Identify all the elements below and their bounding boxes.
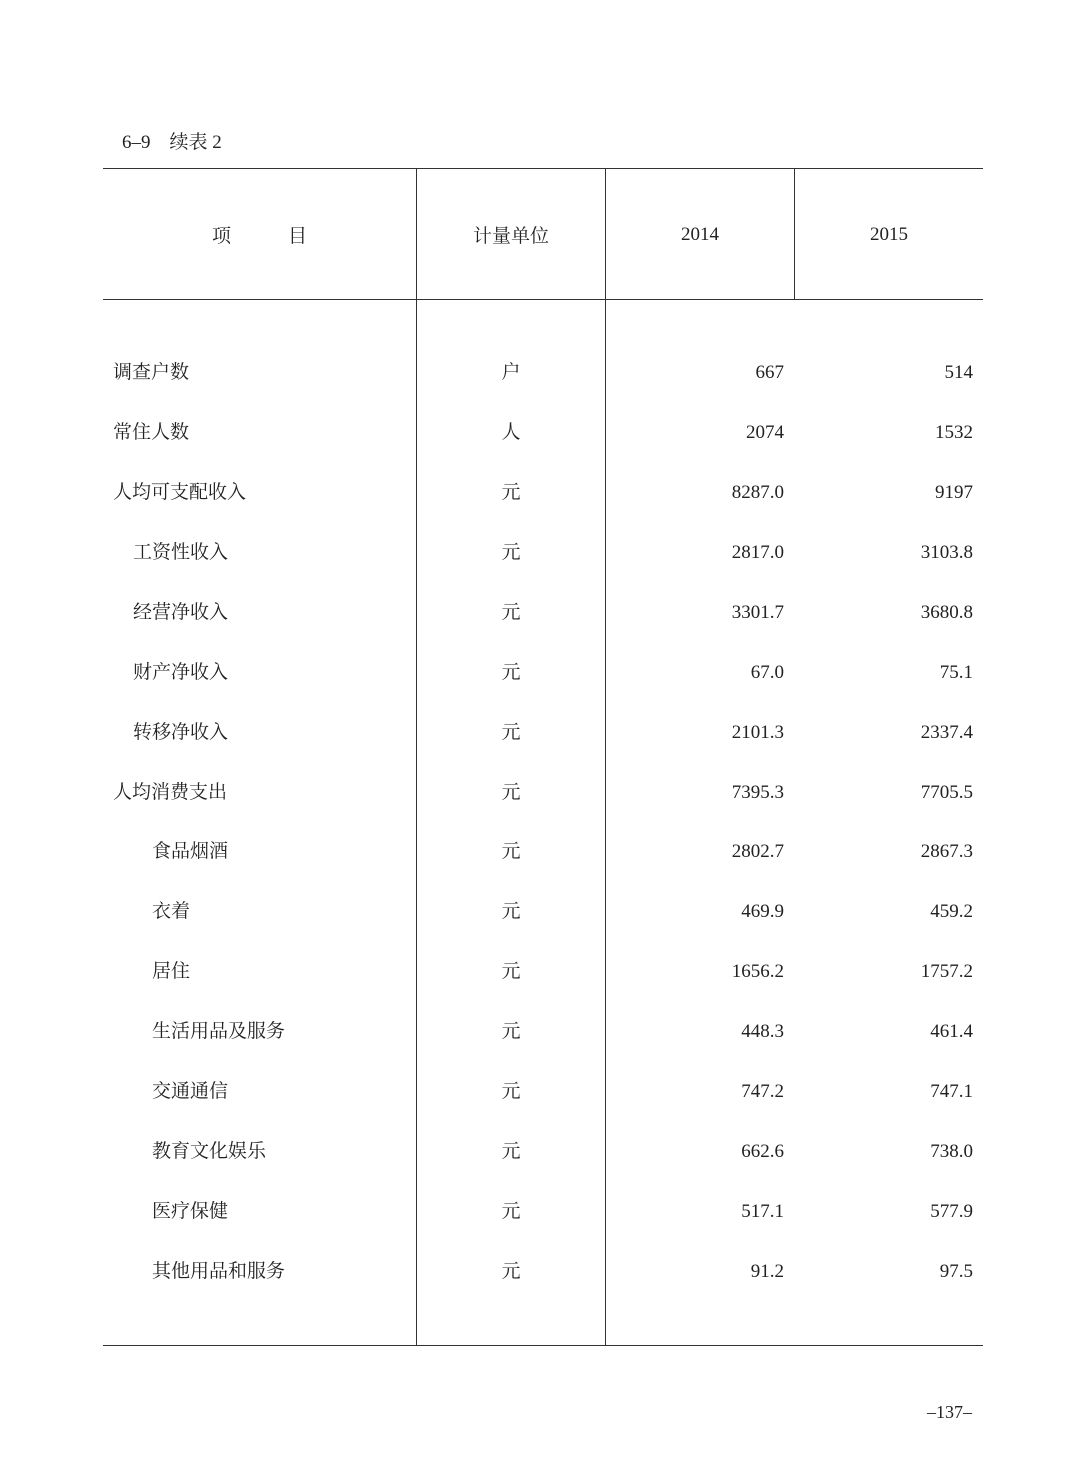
table-row [0,773,1074,813]
row-label: 人均可支配收入 [113,481,247,503]
row-value-2015: 738.0 [930,1141,973,1163]
row-unit: 元 [501,721,521,743]
table-row [0,1012,1074,1052]
row-unit: 人 [501,421,521,443]
row-value-2014: 3301.7 [731,601,784,623]
row-label: 食品烟酒 [152,841,229,863]
table-row [0,892,1074,932]
header-unit [417,170,605,299]
row-label: 教育文化娱乐 [152,1141,267,1163]
row-unit: 元 [501,781,521,803]
row-unit: 元 [501,481,521,503]
row-unit: 元 [501,1141,521,1163]
table-row [0,832,1074,872]
row-label: 工资性收入 [133,541,229,563]
table-row [0,1132,1074,1172]
row-unit: 元 [501,961,521,983]
row-value-2015: 461.4 [930,1021,973,1043]
table-caption: 6–9 续表 2 [122,132,222,153]
row-label: 转移净收入 [133,721,229,743]
row-value-2015: 97.5 [939,1260,973,1282]
table-row [0,473,1074,513]
table-row [0,1192,1074,1232]
header-year-2014 [606,170,794,299]
row-value-2014: 2101.3 [731,721,784,743]
table-row [0,413,1074,453]
table-row [0,533,1074,573]
row-value-2015: 75.1 [939,661,973,683]
row-value-2014: 7395.3 [731,781,784,803]
table-row [0,713,1074,753]
table-row [0,653,1074,693]
row-value-2014: 448.3 [741,1021,784,1043]
row-value-2015: 514 [944,362,973,383]
header-year-2015-label: 2015 [870,223,908,245]
row-value-2015: 3103.8 [920,541,973,563]
row-label: 常住人数 [113,421,190,443]
row-unit: 元 [501,541,521,563]
header-year-2015 [795,170,983,299]
row-unit: 元 [501,901,521,923]
row-value-2014: 2817.0 [731,541,784,563]
row-value-2014: 1656.2 [731,961,784,983]
row-unit: 元 [501,841,521,863]
row-unit: 元 [501,661,521,683]
row-label: 衣着 [152,901,191,923]
row-value-2015: 2337.4 [920,721,973,743]
table-row [0,593,1074,633]
row-value-2014: 2074 [746,421,784,443]
table-bottom-rule [103,1345,983,1346]
row-unit: 元 [501,1201,521,1223]
table-row [0,952,1074,992]
header-unit-label: 计量单位 [472,226,549,247]
row-value-2015: 1532 [935,421,973,443]
page-number: –137– [927,1402,972,1422]
row-label: 居住 [152,961,191,983]
row-unit: 户 [501,362,521,383]
row-value-2014: 91.2 [750,1260,784,1282]
row-label: 生活用品及服务 [152,1021,286,1043]
row-value-2015: 2867.3 [920,841,973,863]
row-value-2014: 662.6 [741,1141,784,1163]
table-top-rule [103,168,983,169]
row-value-2014: 469.9 [741,901,784,923]
row-value-2015: 7705.5 [920,781,973,803]
row-label: 经营净收入 [133,601,229,623]
row-unit: 元 [501,1081,521,1103]
row-value-2014: 2802.7 [731,841,784,863]
row-value-2015: 3680.8 [920,601,973,623]
row-value-2014: 667 [755,362,784,383]
table-row [0,353,1074,393]
header-item-label: 项 目 [211,226,307,247]
row-value-2015: 9197 [935,481,973,503]
row-label: 其他用品和服务 [152,1260,286,1282]
row-unit: 元 [501,1260,521,1282]
row-unit: 元 [501,601,521,623]
row-value-2015: 459.2 [930,901,973,923]
row-label: 人均消费支出 [113,781,228,803]
row-label: 财产净收入 [133,661,229,683]
row-value-2014: 67.0 [750,661,784,683]
row-value-2014: 8287.0 [731,481,784,503]
table-row [0,1252,1074,1292]
row-label: 医疗保健 [152,1201,229,1223]
row-value-2015: 1757.2 [920,961,973,983]
row-value-2015: 747.1 [930,1081,973,1103]
row-value-2014: 747.2 [741,1081,784,1103]
row-value-2015: 577.9 [930,1201,973,1223]
header-item [103,170,416,299]
row-unit: 元 [501,1021,521,1043]
header-year-2014-label: 2014 [681,223,719,245]
table-row [0,1072,1074,1112]
table-header-rule [103,299,983,300]
row-value-2014: 517.1 [741,1201,784,1223]
row-label: 调查户数 [113,362,190,383]
row-label: 交通通信 [152,1081,229,1103]
